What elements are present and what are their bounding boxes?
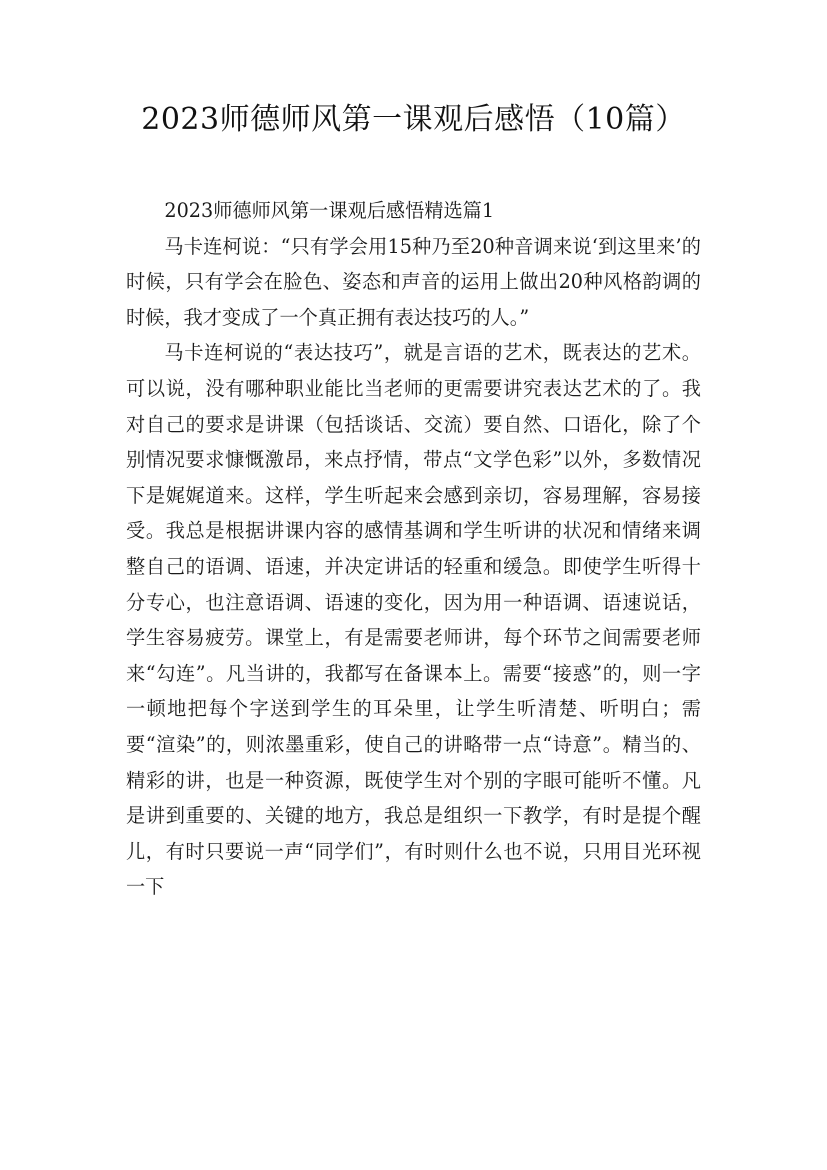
paragraph-1: 马卡连柯说：“只有学会用15种乃至20种音调来说‘到这里来’的时候，只有学会在脸色、姿态和声音的运用上做出20种风格韵调的时候，我才变成了一个真正拥有表达技巧的人。” — [126, 234, 701, 329]
section-heading: 2023师德师风第一课观后感悟精选篇1 — [164, 199, 495, 222]
document-title: 2023师德师风第一课观后感悟（10篇） — [141, 102, 686, 137]
paragraph-2: 马卡连柯说的“表达技巧”，就是言语的艺术，既表达的艺术。可以说，没有哪种职业能比当老师的更需要讲究表达艺术的了。我对自己的要求是讲课（包括谈话、交流）要自然、口语化，除了个别情况要求慷慨激昂，来点抒情，带点“文学色彩”以外，多数情况下是娓娓道来。这样，学生听起来会感到亲切，容易理解，容易接受。我总是根据讲课内容的感情基调和学生听讲的状况和情绪来调整自己的语调、语速，并决定讲话的轻重和缓急。即使学生听得十分专心，也注意语调、语速的变化，因为用一种语调、语速说话，学生容易疲劳。课堂上，有是需要老师讲，每个环节之间需要老师来“勾连”。凡当讲的，我都写在备课本上。需要“接惑”的，则一字一顿地把每个字送到学生的耳朵里，让学生听清楚、听明白；需要“渲染”的，则浓墨重彩，使自己的讲略带一点“诗意”。精当的、精彩的讲，也是一种资源，既使学生对个别的字眼可能听不懂。凡是讲到重要的、关键的地方，我总是组织一下教学，有时是提个醒儿，有时只要说一声“同学们”，有时则什么也不说，只用目光环视一下 — [126, 341, 701, 899]
document-body — [126, 193, 701, 905]
